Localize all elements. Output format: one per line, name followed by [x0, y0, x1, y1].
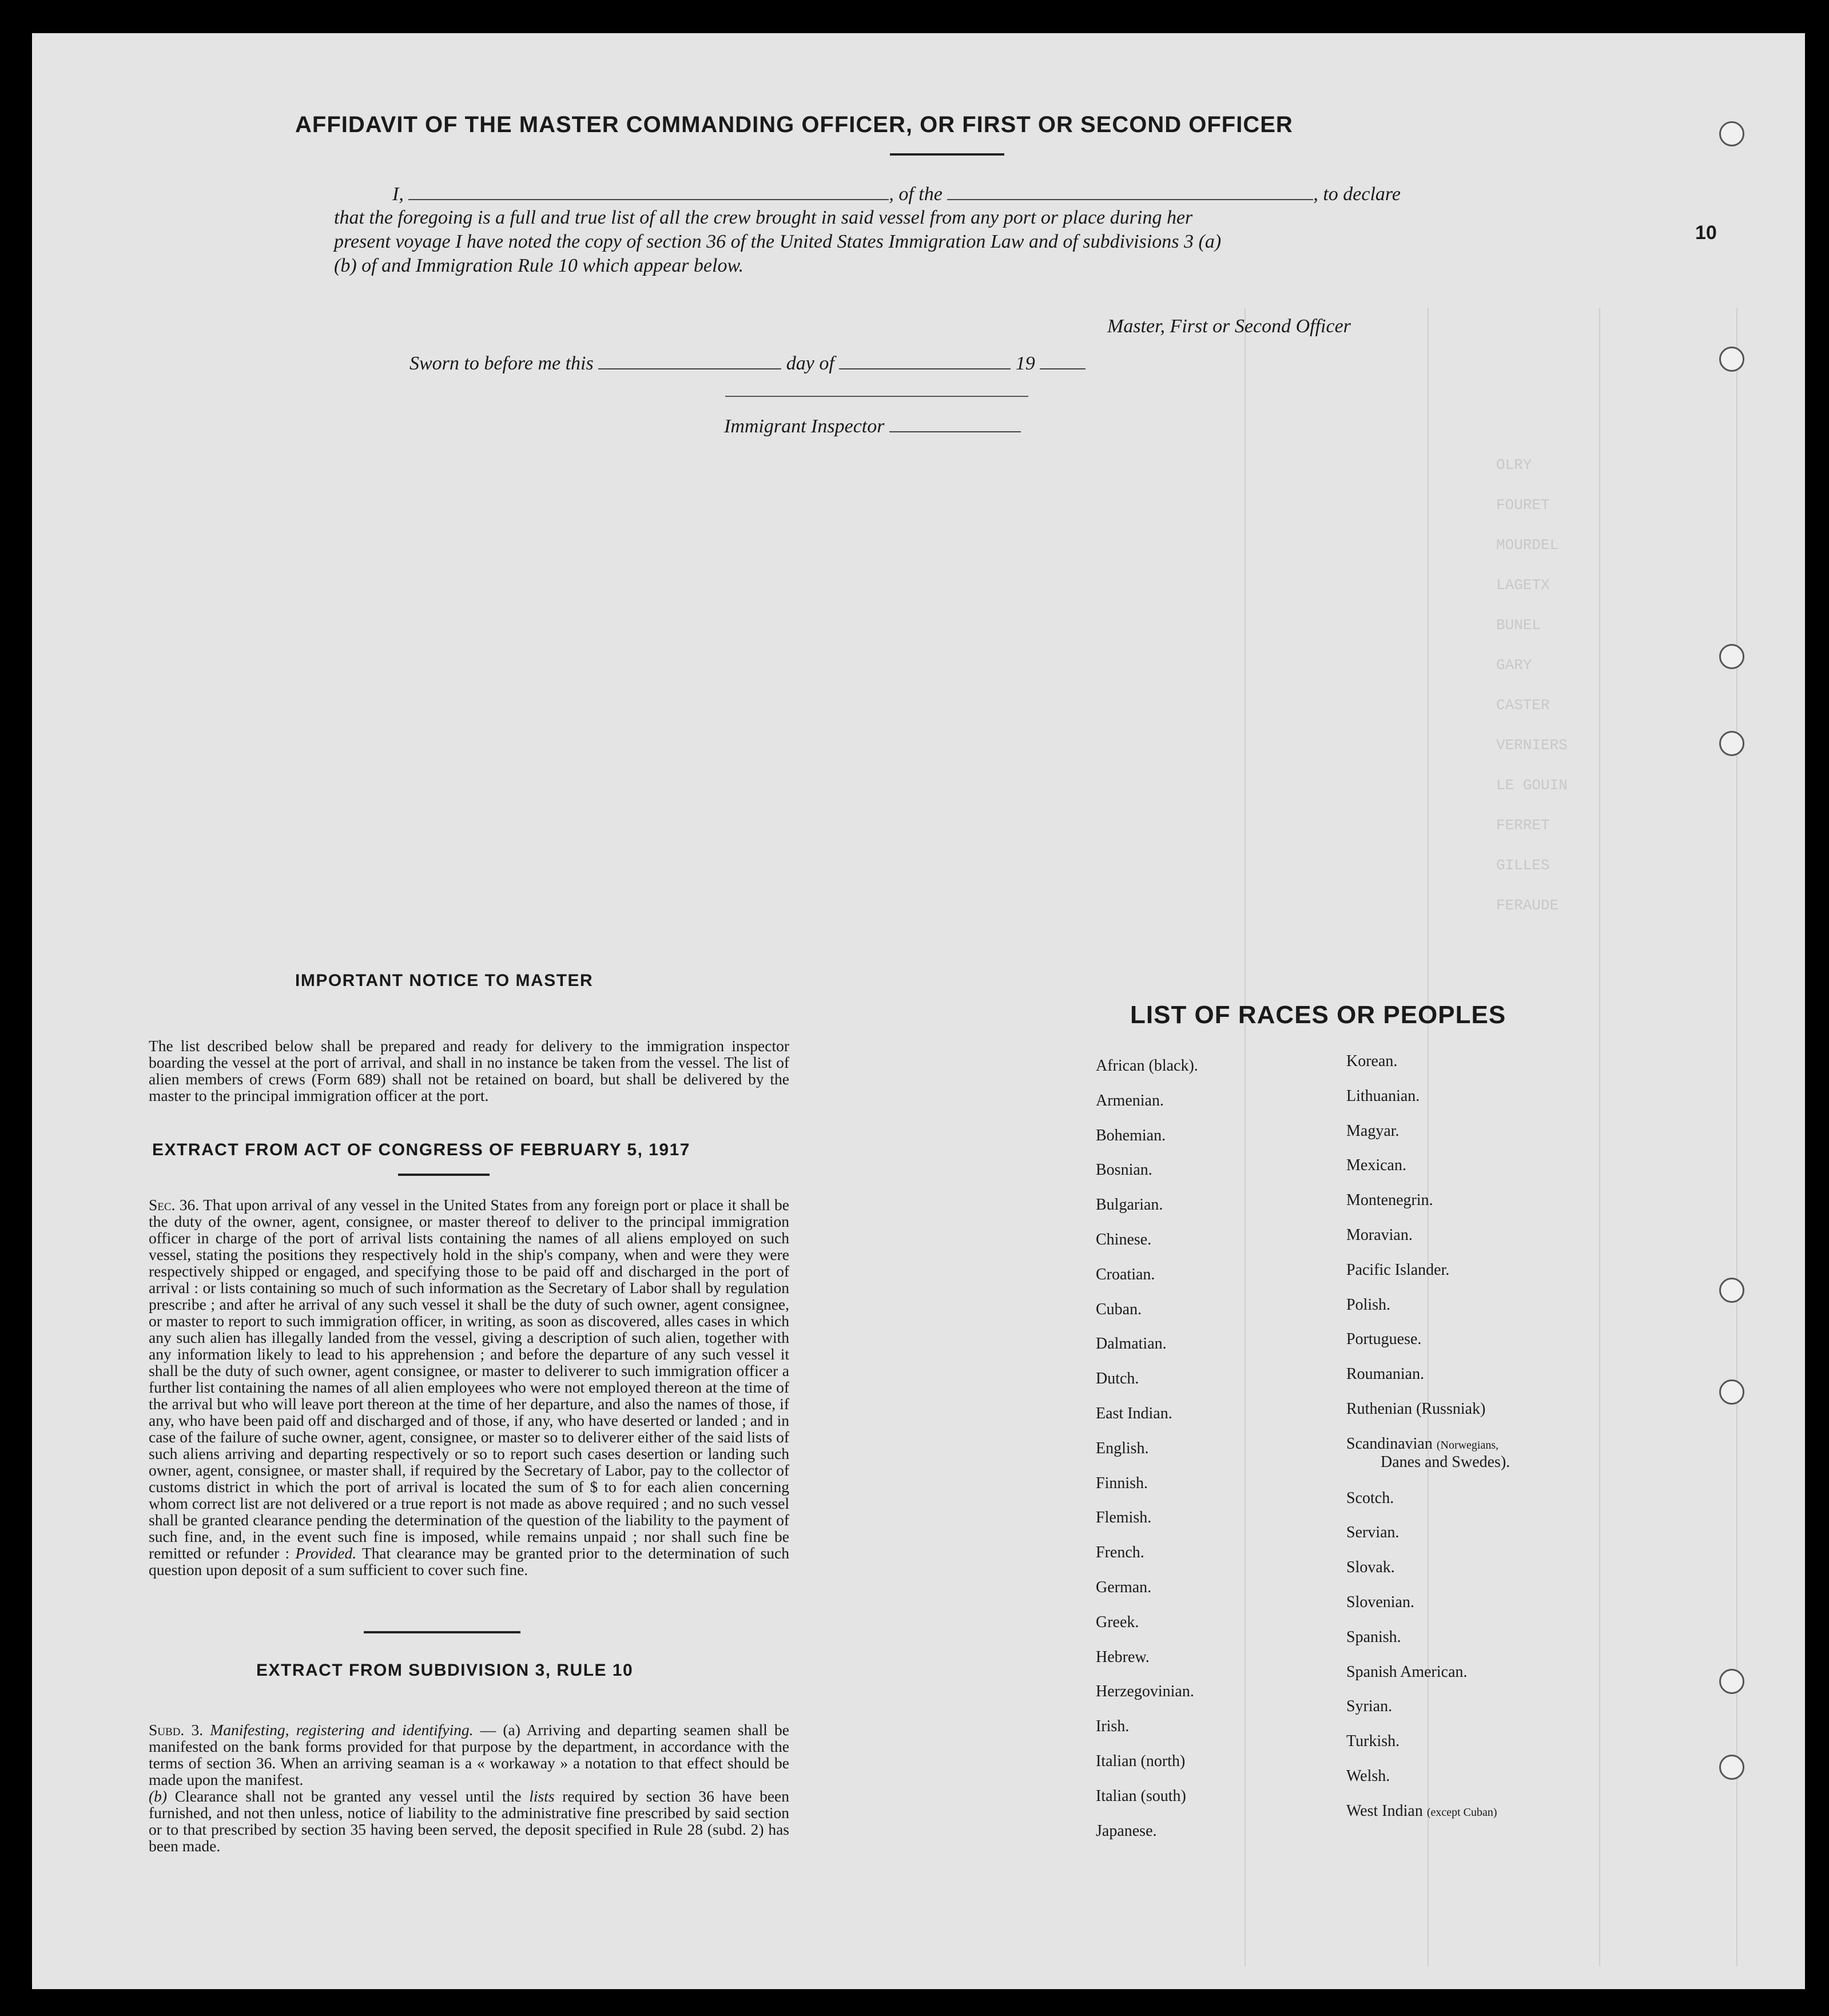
rule10-subd-label: Subd. 3. — [149, 1721, 204, 1739]
vessel-field[interactable] — [947, 183, 1313, 200]
race-item — [1346, 1524, 1399, 1542]
race-item — [1346, 1400, 1485, 1418]
sworn-day-field[interactable] — [598, 352, 781, 369]
race-item: Hebrew. — [1096, 1648, 1150, 1666]
race-label: Spanish American. — [1346, 1663, 1468, 1681]
sworn-month-field[interactable] — [839, 352, 1011, 369]
race-item: East Indian. — [1096, 1405, 1172, 1422]
race-label: Ruthenian (Russniak) — [1346, 1400, 1486, 1418]
race-item — [1346, 1052, 1397, 1071]
race-item: English. — [1096, 1439, 1149, 1457]
race-item — [1346, 1767, 1390, 1786]
race-item: Flemish. — [1096, 1509, 1152, 1527]
affidavit-line-4: (b) of and Immigration Rule 10 which appear below. — [334, 255, 744, 276]
race-item: Irish. — [1096, 1717, 1130, 1736]
punch-hole — [1719, 731, 1744, 756]
affidavit-of-the: , of the — [889, 184, 943, 205]
notice-text: The list described below shall be prepared and ready for delivery to the immigration inspector boarding the vessel at the port of arrival, and shall in no instance be taken from the vessel. The list of alien members of crews (Form 689) shall not be retained on board, but shall be delivered by the master to the principal immigration officer at the port. — [149, 1037, 789, 1104]
race-label: Turkish. — [1346, 1732, 1400, 1751]
inspector-field[interactable] — [889, 415, 1021, 432]
race-item: Herzegovinian. — [1096, 1683, 1194, 1701]
race-item: Cuban. — [1096, 1300, 1142, 1318]
race-label: Scotch. — [1346, 1489, 1394, 1507]
race-item: Chinese. — [1096, 1231, 1152, 1248]
race-item — [1346, 1330, 1421, 1349]
punch-hole — [1719, 347, 1744, 372]
rule10-text-b2: required by section 36 have been furnished, and not then unless, notice of liability to the administrative fine prescribed by said section or to that prescribed by section 35 having been served, the deposit specified in Rule 28 (subd. 2) has been made. — [149, 1787, 790, 1855]
race-item — [1346, 1296, 1390, 1314]
race-label: Servian. — [1346, 1524, 1399, 1542]
race-label: West Indian — [1346, 1802, 1423, 1820]
race-item — [1346, 1628, 1401, 1647]
affidavit-line-3: present voyage I have noted the copy of section 36 of the United States Immigration Law and of subdivisions 3 (a) — [334, 231, 1222, 252]
affidavit-title: AFFIDAVIT OF THE MASTER COMMANDING OFFICER, OR FIRST OR SECOND OFFICER — [295, 112, 1293, 137]
act-heading-rule — [398, 1174, 490, 1176]
race-item — [1346, 1489, 1394, 1508]
sworn-year-field[interactable] — [1040, 352, 1086, 369]
race-label: Polish. — [1346, 1295, 1391, 1314]
rule10-text-a: — (a) Arriving and departing seamen shall be manifested on the bank forms provided for that purpose by the department, in accordance with the terms of section 36. When an arriving seaman is a « workaway » a notation to that effect should be made upon the manifest. — [149, 1721, 790, 1788]
race-label: Magyar. — [1346, 1122, 1399, 1140]
race-item: Greek. — [1096, 1613, 1139, 1631]
punch-hole — [1719, 1669, 1744, 1694]
race-item: Bosnian. — [1096, 1161, 1152, 1179]
name-field[interactable] — [408, 183, 889, 200]
race-item: German. — [1096, 1578, 1152, 1596]
race-label: Portuguese. — [1346, 1330, 1422, 1349]
race-label: Korean. — [1346, 1052, 1398, 1070]
race-note-line2: Danes and Swedes). — [1381, 1453, 1510, 1471]
inspector-label: Immigrant Inspector — [724, 416, 885, 437]
race-item: Bohemian. — [1096, 1126, 1166, 1144]
inspector-signature-line — [725, 396, 1028, 397]
race-label: Montenegrin. — [1346, 1191, 1433, 1210]
punch-hole — [1719, 644, 1744, 669]
race-label: Welsh. — [1346, 1767, 1390, 1785]
race-item — [1346, 1156, 1406, 1175]
race-label: Slovenian. — [1346, 1593, 1414, 1611]
inspector-line — [724, 415, 1021, 438]
race-item — [1346, 1558, 1395, 1577]
race-item — [1346, 1191, 1433, 1210]
race-item: Bulgarian. — [1096, 1196, 1163, 1214]
race-item: Dalmatian. — [1096, 1335, 1167, 1353]
punch-hole — [1719, 1755, 1744, 1780]
document-page: OLRY FOURET MOURDEL LAGETX BUNEL GARY CASTER VERNIERS LE GOUIN FERRET GILLES FERAUDE 10 AFFIDAVIT OF THE MASTER COMMANDING OFFICER, OR FIRST OR SECOND OFFICER I, , of the , to declare that the foregoing is a full and true list of all the crew brought in said vessel from any port or place during her present voyage I have noted the copy of section 36 of the United States Immigration Law and of subdivisions 3 (a) (b) of and Immigration Rule 10 which appear below. Master, First or Second Officer Sworn to before me this day of 19 Immigrant Inspector IMPORTANT NOTICE TO MASTER The list described below shall be prepared and ready for delivery to the immigration inspector boarding the vessel at the port of arrival, and shall in no instance be taken from the vessel. The list of alien members of crews (Form 689) shall not be retained on board, but shall be delivered by the master to the principal immigration officer at the port. EXTRACT FROM ACT OF CONGRESS OF FEBRUARY 5, 1917 Sec. 36. That upon arrival of any vessel in the United States from any foreign port or place it shall be the duty of the owner, agent, consignee, or master thereof to deliver to the principal immigration officer in charge of the port of arrival lists containing the names of all aliens employed on such vessel, stating the positions they respectively hold in the ship's company, when and were they were respectively shipped or engaged, and specifying those to be paid off and discharged in the port of arrival : or lists containing so much of such information as the Secretary of Labor shall by regulation prescribe ; and after he arrival of any such vessel it shall be the duty of such owner, agent consignee, or master to report to such immigration officer, in writing, as soon as discovered, alles cases in which any such alien has illegally landed from the vessel, giving a description of such alien, together with any information likely to lead to his apprehension ; and before the departure of any such vessel it shall be the duty of such owner, agent consignee, or master to deliverer to such immigration officer a further list containing the names of all alien employees who were not employed thereon at the time of the arrival but who will leave port thereon at the time of her departure, and also the names of those, if any, who have been paid off and discharged and of those, if any, who have deserted or landed ; and in case of the failure of suche owner, agent, consignee, or master so to deliverer either of the said lists of such aliens arriving and departing respectively or so to report such cases desertion or landing such owner, agent, consignee, or master shall, if required by the Secretary of Labor, pay to the collector of customs district in which the port of arrival is located the sum of $ to for each alien concerning whom correct list are not delivered or a true report is not made as above required ; and no such vessel shall be granted clearance pending the determination of the question of the liability to the payment of such fine, and, in the event such fine is imposed, while remains unpaid ; nor shall such fine be remitted or refunder : Provided. That clearance may be granted prior to the determination of such question upon deposit of a sum sufficient to cover such fine. EXTRACT FROM SUBDIVISION 3, RULE 10 Subd. 3. Manifesting, registering and identifying. — (a) Arriving and departing seamen shall be manifested on the bank forms provided for that purpose by the department, in accordance with the terms of section 36. When an arriving seaman is a « workaway » a notation to that effect should be made upon the manifest. (b) Clearance shall not be granted any vessel until the lists required by section 36 have been furnished, and not then unless, notice of liability to the administrative fine prescribed by said section or to that prescribed by section 35 having been served, the deposit specified in Rule 28 (subd. 2) has been made. LIST OF RACES OR PEOPLES African (black). Armenian. Bohemian. Bosnian. Bulgarian. Chinese. Croatian. Cuban. Dalmatian. Dutch. East Indian. English. Finnish. Flemish. French. German. Greek. Hebrew. Herzegovinian. Irish. Italian (north) Italian (south) Japanese. Korean. Lithuanian. Magyar. Mexican. Montenegrin. Moravian. Pacific Islander. Polish. Portuguese. Roumanian. Ruthenian (Russniak) Scandinavian (Norwegians, Danes and Swedes). Scotch. Servian. Slovak. Slovenian. Spanish. Spanish American. Syrian. Turkish. Welsh. West Indian (except Cuban) — [32, 33, 1805, 1989]
sworn-text: Sworn to before me this — [409, 353, 594, 374]
races-title: LIST OF RACES OR PEOPLES — [1130, 1001, 1506, 1029]
race-note: (except Cuban) — [1426, 1806, 1497, 1819]
margin-number: 10 — [1695, 222, 1717, 244]
race-label: Slovak. — [1346, 1558, 1395, 1577]
act-provided: Provided. — [295, 1544, 357, 1562]
act-body: That upon arrival of any vessel in the United States from any foreign port or place it shall be the duty of the owner, agent, consignee, or master thereof to deliver to the principal immigration officer in charge of the port of arrival lists containing the names of all aliens employed on such vessel, stating the positions they respectively hold in the ship's company, when and were they were respectively shipped or engaged, and specifying those to be paid off and discharged in the port of arrival : or lists containing so much of such information as the Secretary of Labor shall by regulation prescribe ; and after he arrival of any such vessel it shall be the duty of such owner, agent consignee, or master to report to such immigration officer, in writing, as soon as discovered, alles cases in which any such alien has illegally landed from the vessel, giving a description of such alien, together with any information likely to lead to his apprehension ; and before the departure of any such vessel it shall be the duty of such owner, agent consignee, or master to deliverer to such immigration officer a further list containing the names of all alien employees who were not employed thereon at the time of the arrival but who will leave port thereon at the time of her departure, and also the names of those, if any, who have been paid off and discharged and of those, if any, who have deserted or landed ; and in case of the failure of suche owner, agent, consignee, or master so to deliverer either of the said lists of such aliens arriving and departing respectively or so to report such cases desertion or landing such owner, agent, consignee, or master shall, if required by the Secretary of Labor, pay to the collector of customs district in which the port of arrival is located the sum of $ to for each alien concerning whom correct list are not delivered or a true report is not made as above required ; and no such vessel shall be granted clearance pending the determination of the question of the liability to the payment of such fine, and, in the event such fine is imposed, while remains unpaid ; nor shall such fine be remitted or refunder : — [149, 1196, 789, 1562]
rule10-heading: EXTRACT FROM SUBDIVISION 3, RULE 10 — [256, 1661, 634, 1680]
race-label: Pacific Islander. — [1346, 1261, 1450, 1279]
notice-heading: IMPORTANT NOTICE TO MASTER — [295, 971, 594, 990]
race-item: Croatian. — [1096, 1265, 1155, 1283]
race-label: Lithuanian. — [1346, 1087, 1420, 1105]
race-label: Scandinavian — [1346, 1434, 1433, 1453]
rule10-text — [149, 1721, 789, 1854]
race-item — [1346, 1122, 1399, 1140]
race-item: Japanese. — [1096, 1822, 1157, 1840]
race-label: Syrian. — [1346, 1697, 1393, 1716]
race-item: Armenian. — [1096, 1091, 1164, 1110]
race-item — [1346, 1435, 1510, 1472]
race-item: Dutch. — [1096, 1370, 1139, 1388]
punch-hole — [1719, 1379, 1744, 1405]
signature-label: Master, First or Second Officer — [1107, 316, 1351, 337]
race-label: Mexican. — [1346, 1156, 1406, 1175]
punch-hole — [1719, 1278, 1744, 1303]
race-item — [1346, 1802, 1497, 1820]
act-body-end: That clearance may be granted prior to the determination of such question upon deposit of a sum sufficient to cover such fine. — [149, 1544, 789, 1578]
race-item — [1346, 1697, 1392, 1716]
race-item: Finnish. — [1096, 1474, 1148, 1492]
race-item — [1346, 1087, 1420, 1106]
race-item — [1346, 1593, 1414, 1612]
race-item: African (black). — [1096, 1057, 1198, 1075]
race-label: Moravian. — [1346, 1226, 1413, 1244]
act-text — [149, 1196, 789, 1578]
title-underline — [890, 153, 1004, 156]
act-end-rule — [364, 1631, 520, 1633]
race-item: French. — [1096, 1544, 1144, 1562]
affidavit-line-1 — [392, 183, 1401, 205]
rule10-text-b-lists: lists — [529, 1787, 555, 1805]
year-text: 19 — [1015, 353, 1035, 374]
affidavit-to-declare: , to declare — [1313, 184, 1401, 205]
race-item — [1346, 1732, 1399, 1751]
race-item — [1346, 1365, 1424, 1383]
race-item: Italian (south) — [1096, 1787, 1186, 1805]
race-note: (Norwegians, — [1436, 1438, 1499, 1452]
rule10-b-label: (b) — [149, 1787, 168, 1805]
race-label: Spanish. — [1346, 1628, 1401, 1646]
act-section-label: Sec. 36. — [149, 1196, 200, 1214]
rule10-text-b1: Clearance shall not be granted any vessel until the — [174, 1787, 522, 1805]
race-item — [1346, 1226, 1413, 1244]
act-heading: EXTRACT FROM ACT OF CONGRESS OF FEBRUARY 5, 1917 — [152, 1140, 690, 1159]
race-label: Roumanian. — [1346, 1365, 1425, 1383]
punch-hole — [1719, 121, 1744, 146]
race-item — [1346, 1663, 1468, 1681]
affidavit-line-2: that the foregoing is a full and true list of all the crew brought in said vessel from any port or place during her — [334, 207, 1193, 228]
race-item — [1346, 1261, 1449, 1279]
affidavit-i: I, — [392, 184, 404, 205]
sworn-line — [409, 352, 1086, 375]
day-of-text: day of — [786, 353, 834, 374]
race-item: Italian (north) — [1096, 1752, 1186, 1770]
rule10-subd-title: Manifesting, registering and identifying. — [210, 1721, 474, 1739]
